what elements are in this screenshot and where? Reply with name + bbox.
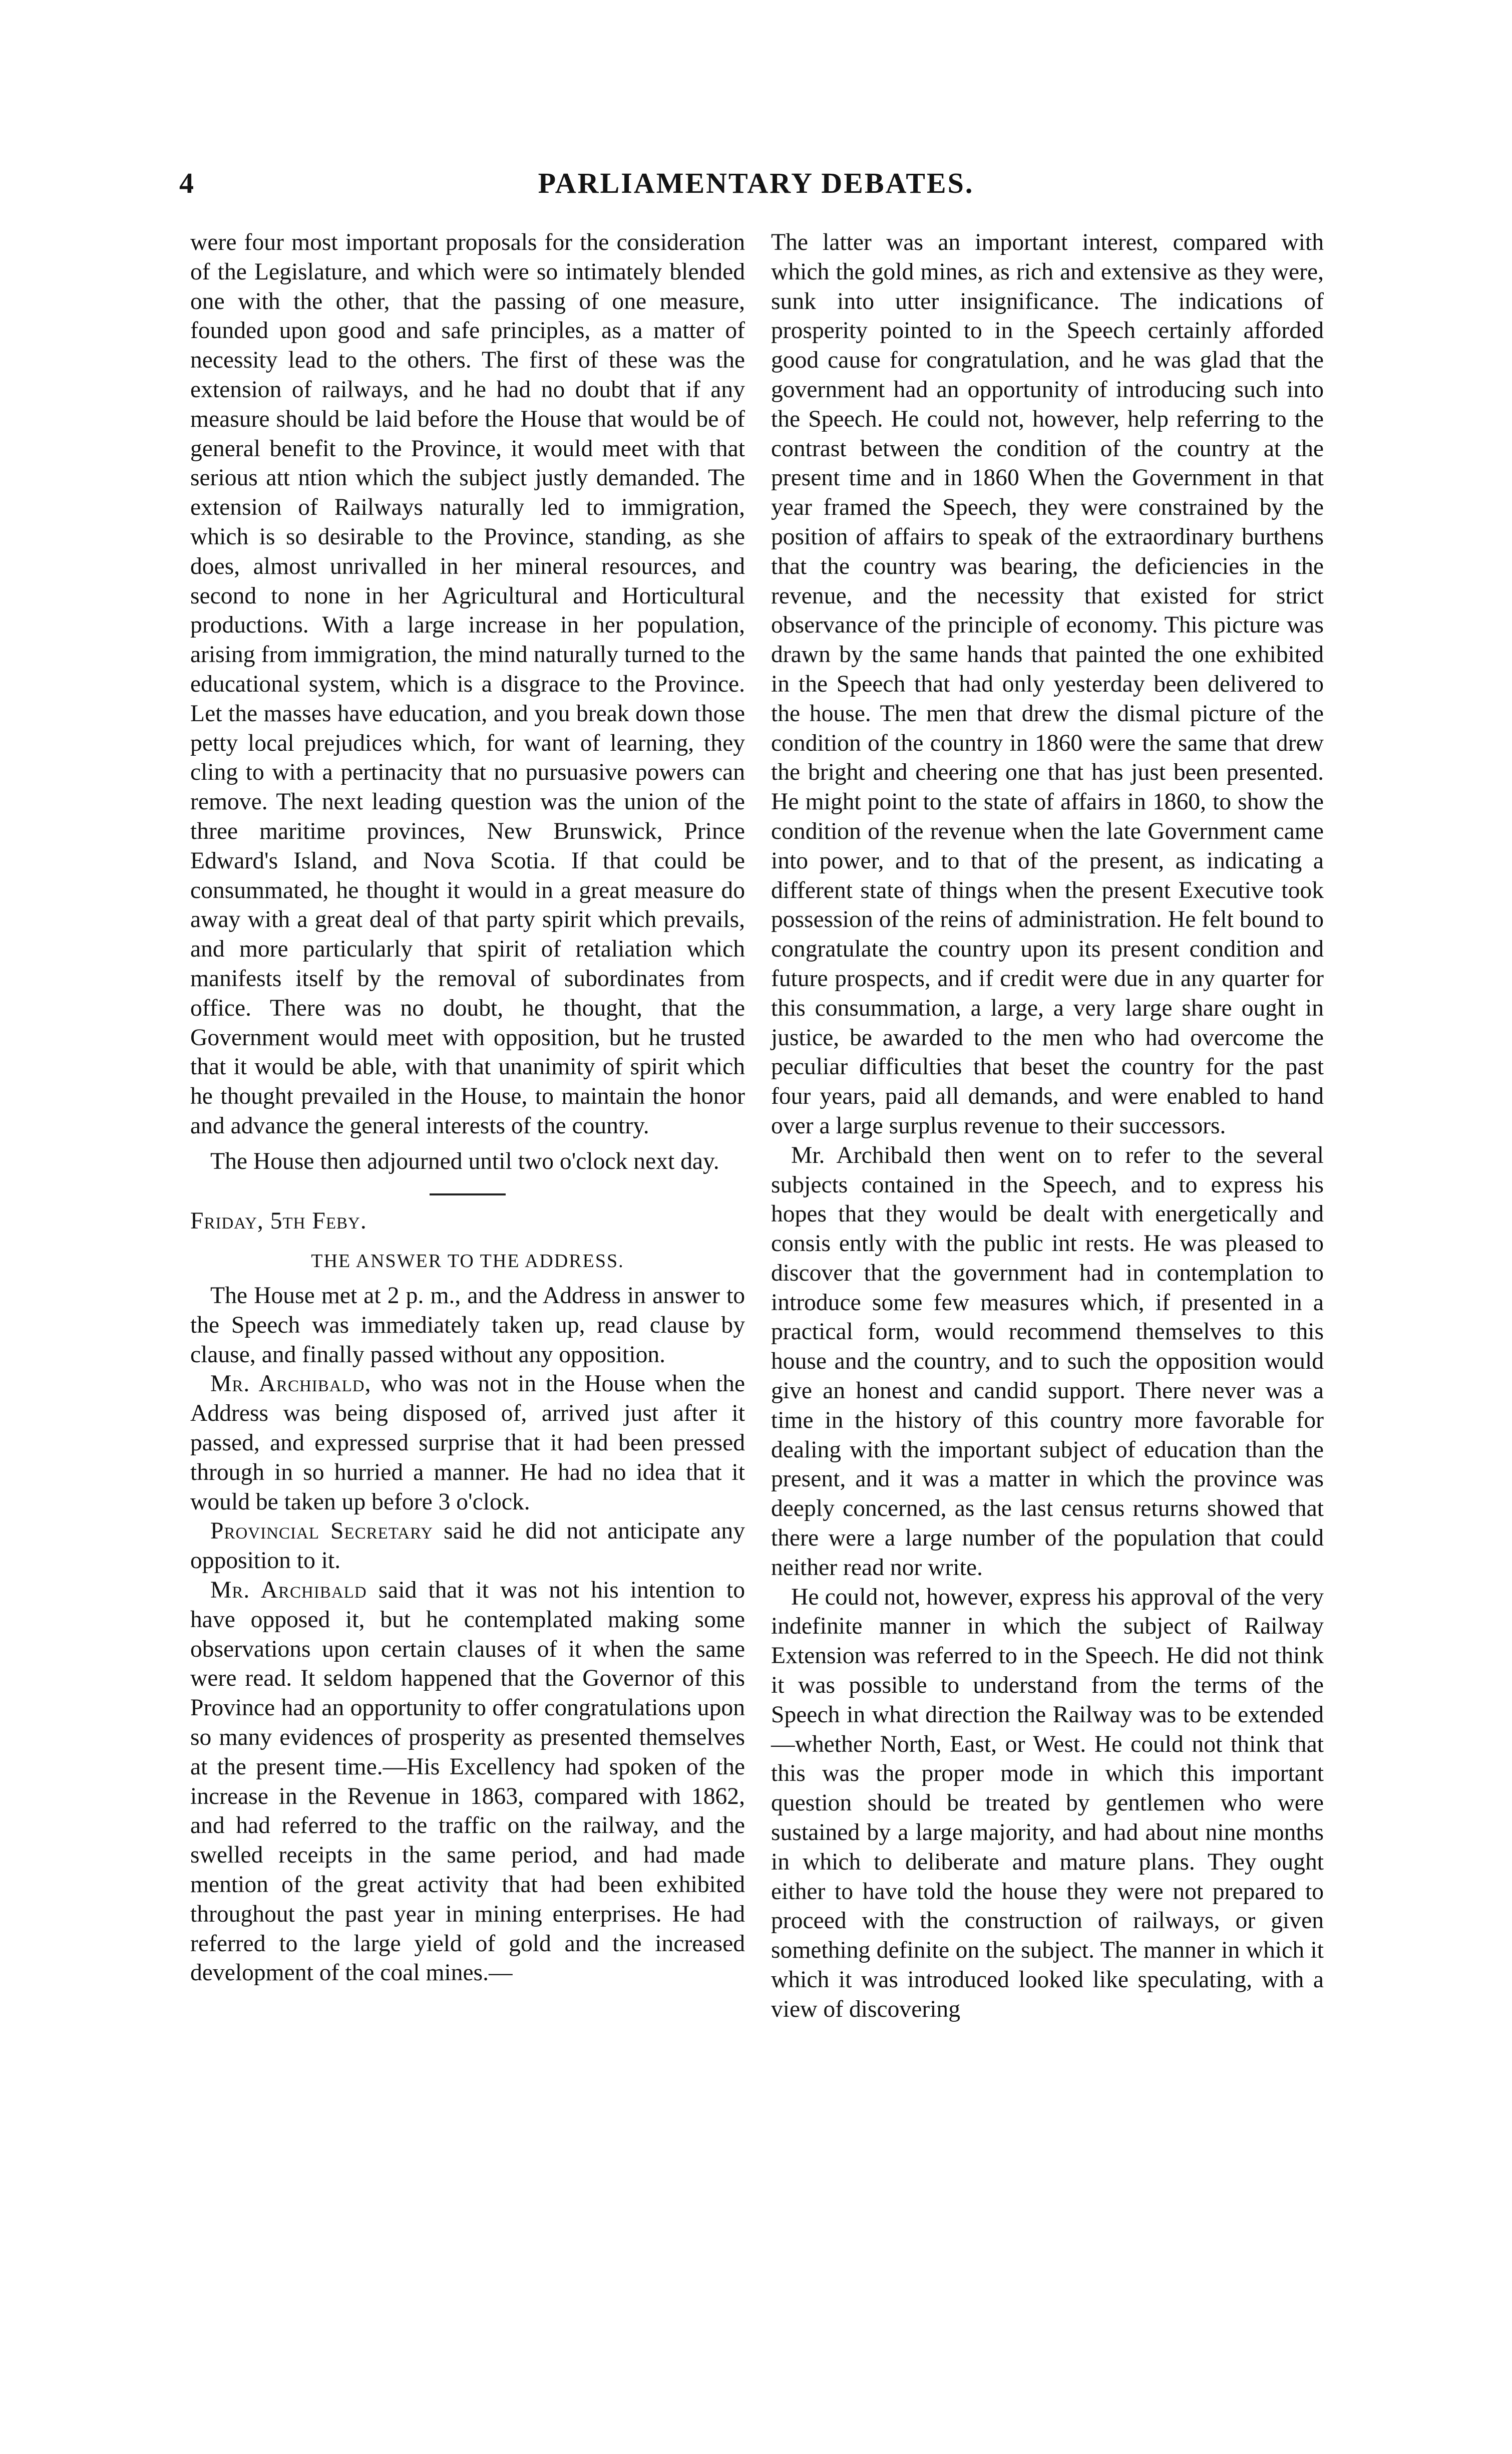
speaker-name: Provincial Secretary: [210, 1518, 434, 1545]
paragraph-text: said that it was not his intention to have opposed it, but he contemplated making some observations upon certain clauses of it when the same were read. It seldom happened that the Governor of this Province had an opportunity to offer congratulations upon so many evidences of prosperity as presented themselves at the present time.—His Excellency had spoken of the increase in the Revenue in 1863, compared with 1862, and had referred to the traffic on the railway, and the swelled receipts in the same period, and had made mention of the great activity that had been exhibited throughout the past year in mining enterprises. He had referred to the large yield of gold and the increased development of the coal mines.—: [190, 1577, 745, 1986]
paragraph-text: said he did not anticipate any opposition to it.: [190, 1518, 745, 1574]
adjournment-paragraph: The House then adjourned until two o'clock next day.: [210, 1148, 719, 1174]
page-number: 4: [179, 167, 194, 199]
right-paragraph-continued: The latter was an important interest, compared with which the gold mines, as rich and extensive as they were, sunk into utter insignificance. The indications of prosperity pointed to in the Speech certainly afforded good cause for congratulation, and he was glad that the government had an opportunity of introducing such into the Speech. He could not, however, help referring to the contrast between the condition of the country at the present time and in 1860 When the Government in that year framed the Speech, they were constrained by the position of affairs to speak of the extraordinary burthens that the country was bearing, the deficiencies in the revenue, and the necessity that existed for strict observance of the principle of economy. This picture was drawn by the same hands that painted the one exhibited in the Speech that had only yesterday been delivered to the house. The men that drew the dismal picture of the condition of the country in 1860 were the same that drew the bright and cheering one that has just been presented. He might point to the state of affairs in 1860, to show the condition of the revenue when the late Government came into power, and to that of the present, as indicating a different state of things when the present Executive took possession of the reins of administration. He felt bound to congratulate the country upon its present condition and future prospects, and if credit were due in any quarter for this consummation, a large, a very large share ought in justice, be awarded to the men who had overcome the peculiar difficulties that beset the country for the past four years, paid all demands, and were enabled to hand over a large surplus revenue to their successors.: [771, 229, 1324, 1139]
archibald-arrival-paragraph: [190, 1369, 745, 1516]
section-heading: THE ANSWER TO THE ADDRESS.: [311, 1251, 624, 1272]
speaker-name: Mr. Archibald: [210, 1577, 367, 1604]
right-column: [771, 228, 1324, 2024]
house-met-paragraph: The House met at 2 p. m., and the Address in answer to the Speech was immediately taken up, read clause by clause, and finally passed without any opposition.: [190, 1283, 745, 1368]
paragraph-text: who was not in the House when the Address was being disposed of, arrived just after it passed, and expressed surprise that it had been pressed through in so hurried a manner. He had no idea that it would be taken up before 3 o'clock.: [190, 1371, 745, 1515]
archibald-subjects-paragraph: Mr. Archibald then went on to refer to the several subjects contained in the Speech, and to express his hopes that they would be dealt with energetically and consis ently with the public int rests. He was pleased to discover that the government had in contemplation to introduce some few measures which, if presented in a practical form, would recommend themselves to this house and the country, and to such the opposition would give an honest and candid support. There never was a time in the history of this country more favorable for dealing with the important subject of education than the present, and it was a matter in which the province was deeply concerned, as the last census returns showed that there were a large number of the population that could neither read nor write.: [771, 1142, 1324, 1581]
left-paragraph-continued: were four most important proposals for the consideration of the Legislature, and which were so intimately blended one with the other, that the passing of one measure, founded upon good and safe principles, as a matter of necessity lead to the others. The first of these was the extension of railways, and he had no doubt that if any measure should be laid before the House that would be of general benefit to the Province, it would meet with that serious att ntion which the subject justly demanded. The extension of Railways naturally led to immigration, which is so desirable to the Province, standing, as she does, almost unrivalled in her mineral resources, and second to none in her Agricultural and Horticultural productions. With a large increase in her population, arising from immigration, the mind naturally turned to the educational system, which is a disgrace to the Province. Let the masses have education, and you break down those petty local prejudices which, for want of learning, they cling to with a pertinacity that no pursuasive powers can remove. The next leading question was the union of the three maritime provinces, New Brunswick, Prince Edward's Island, and Nova Scotia. If that could be consummated, he thought it would in a great measure do away with a great deal of that party spirit which prevails, and more particularly that spirit of retaliation which manifests itself by the removal of subordinates from office. There was no doubt, he thought, that the Government would meet with opposition, but he trusted that it would be able, with that unanimity of spirit which he thought prevailed in the House, to maintain the honor and advance the general interests of the country.: [190, 229, 745, 1139]
dateline: Friday, 5th Feby.: [190, 1207, 367, 1234]
speaker-name: Mr. Archibald,: [210, 1371, 371, 1397]
left-column: [190, 228, 745, 1988]
archibald-speech-paragraph: [190, 1576, 745, 1988]
provincial-secretary-paragraph: [190, 1516, 745, 1576]
railway-extension-paragraph: He could not, however, express his approval of the very indefinite manner in which the subject of Railway Extension was referred to in the Speech. He did not think it was possible to understand from the terms of the Speech in what direction the Railway was to be extended—whether North, East, or West. He could not think that this was the proper mode in which this important question should be treated by gentlemen who were sustained by a large majority, and had about nine months in which to deliberate and mature plans. They ought either to have told the house they were not prepared to proceed with the construction of railways, or given something definite on the subject. The manner in which it which it was introduced looked like speculating, with a view of discovering: [771, 1584, 1324, 2022]
running-title: PARLIAMENTARY DEBATES.: [538, 167, 974, 199]
section-divider: [430, 1193, 506, 1195]
